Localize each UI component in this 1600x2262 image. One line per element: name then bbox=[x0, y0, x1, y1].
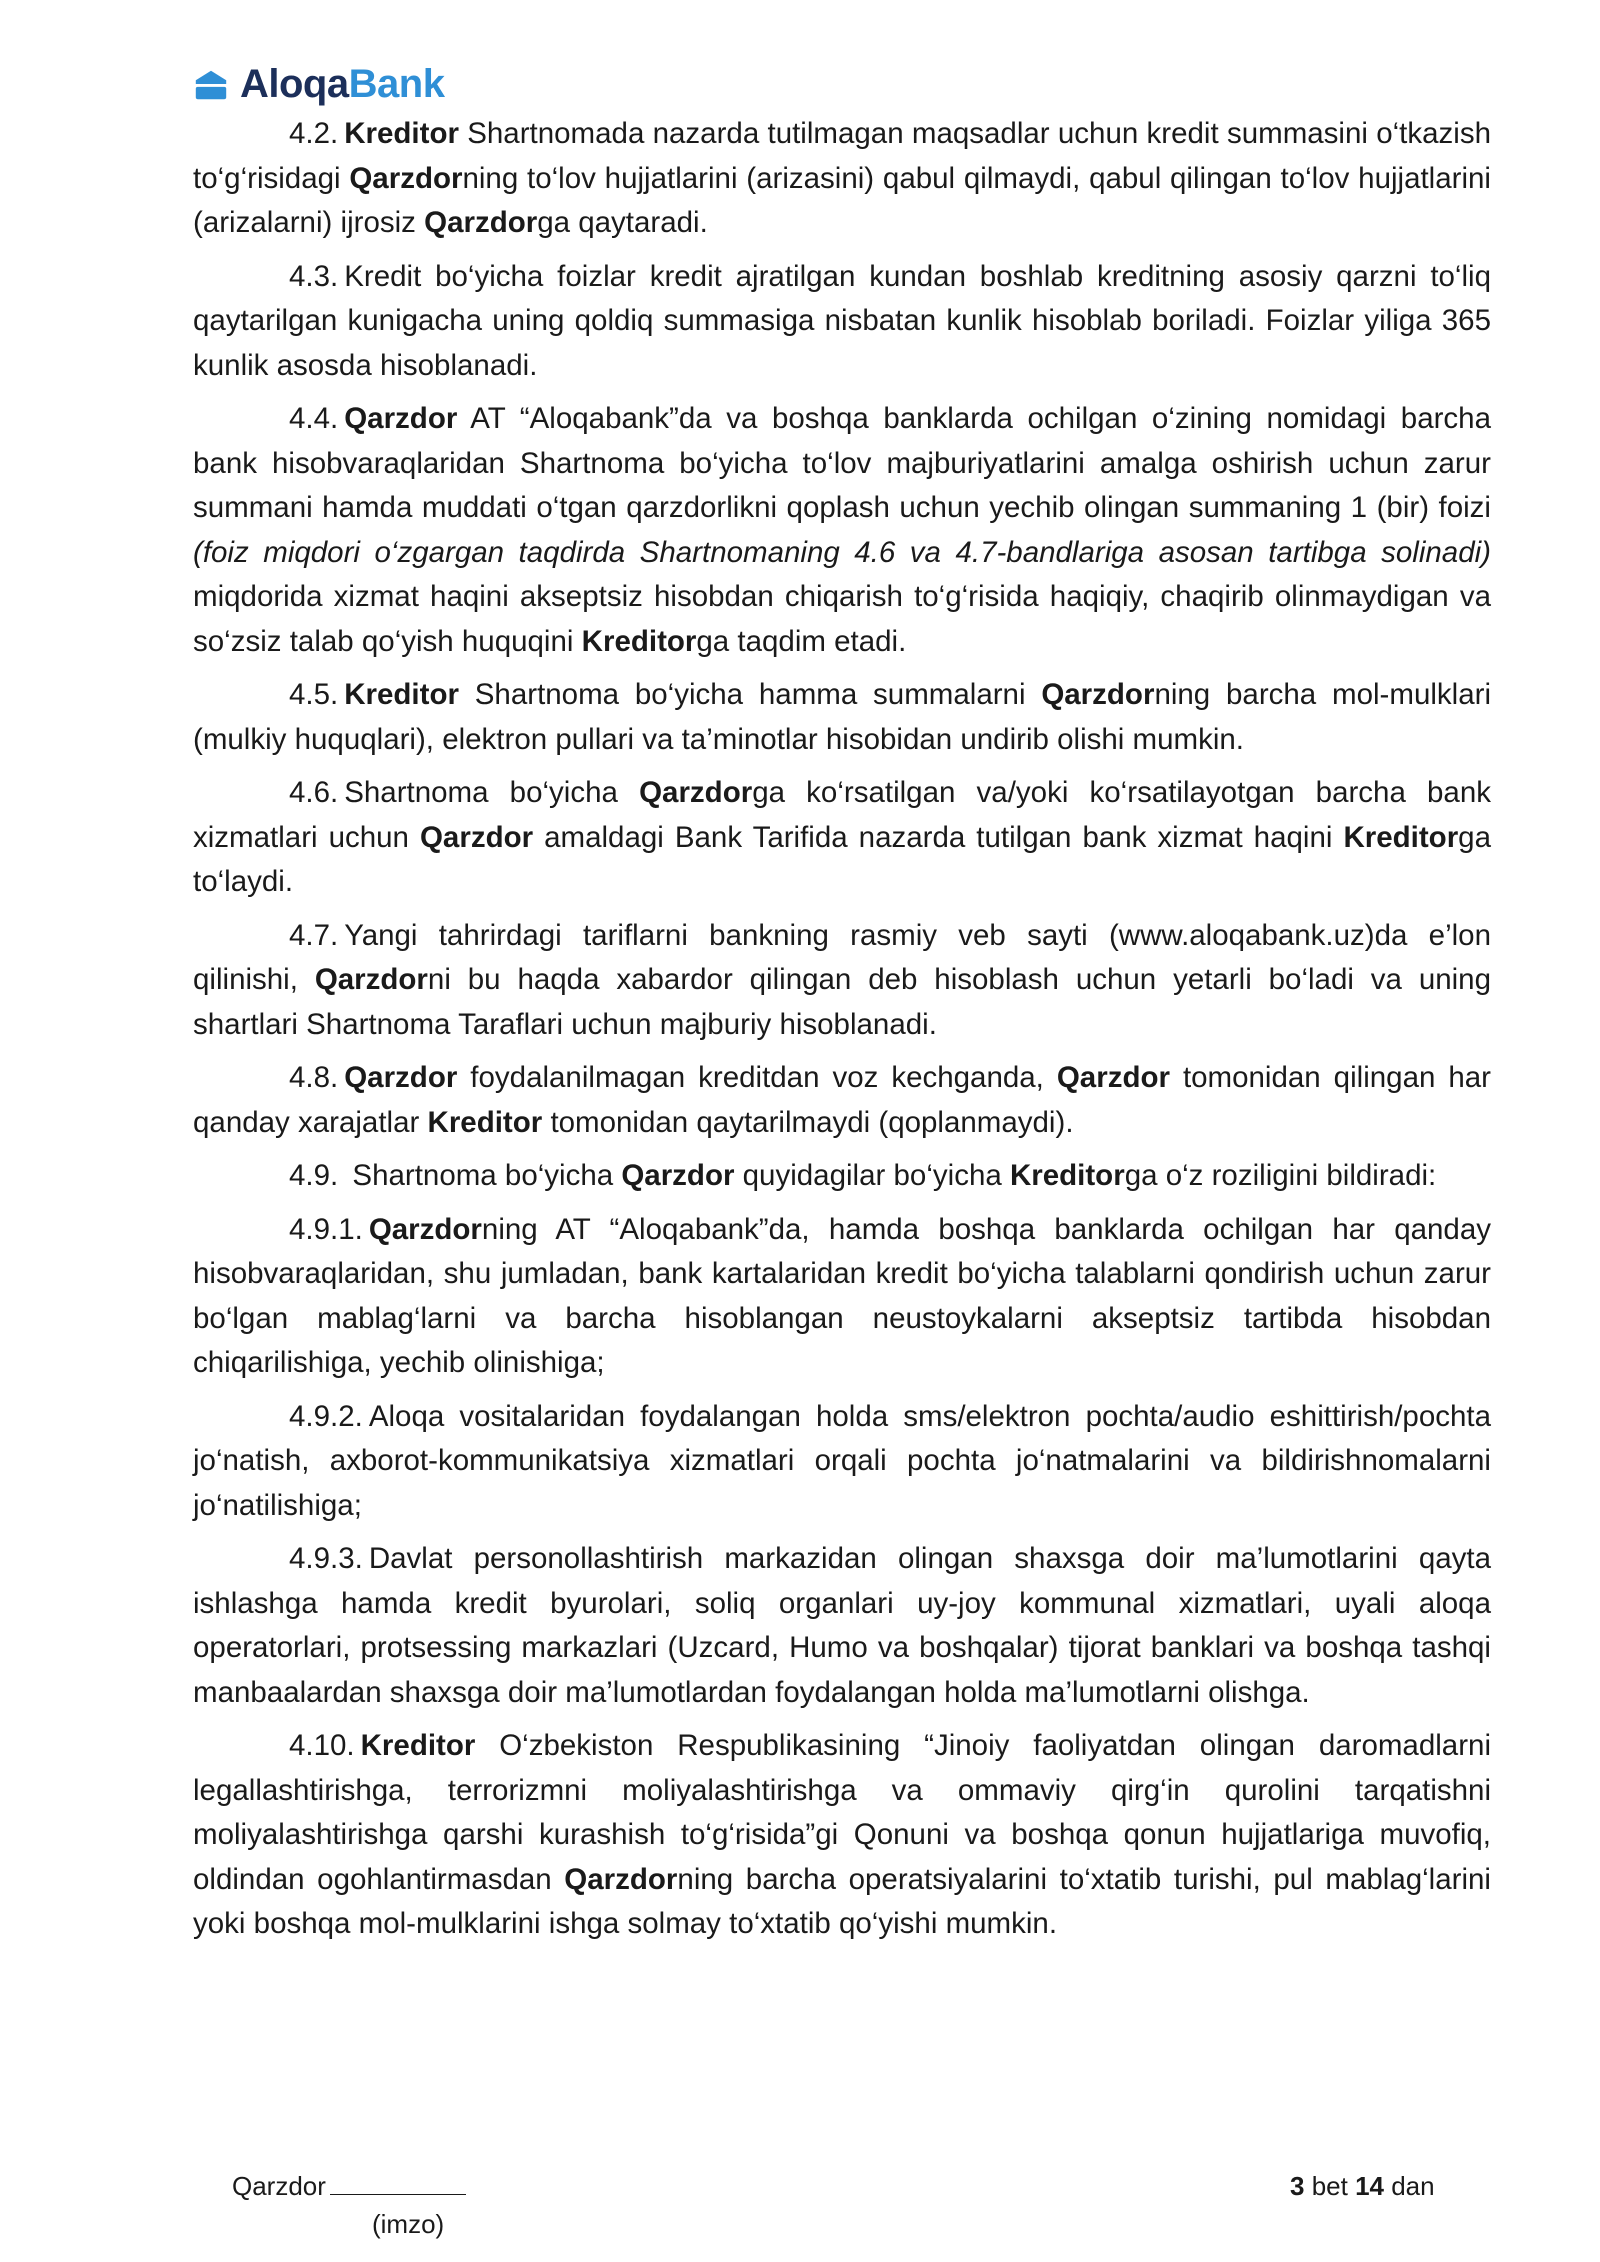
clause-text: ga o‘z roziligini bildiradi: bbox=[1124, 1159, 1437, 1192]
bold-term: Qarzdor bbox=[1041, 678, 1155, 711]
signature-caption: (imzo) bbox=[372, 2209, 445, 2239]
clause-text: Shartnoma bo‘yicha bbox=[344, 776, 640, 809]
clause-number: 4.10. bbox=[289, 1729, 355, 1762]
clause-4-6 bbox=[193, 771, 1491, 905]
bold-term: Kreditor bbox=[344, 678, 459, 711]
bold-term: Qarzdor bbox=[564, 1862, 678, 1896]
bold-term: Qarzdor bbox=[349, 161, 463, 195]
clause-text: ga to‘laydi. bbox=[193, 820, 1491, 898]
clause-text: ning barcha operatsiyalarini to‘xtatib turishi, pul mablag‘larini yoki boshqa mol-mulklarini ishga solmay to‘xtatib qo‘yishi mumkin. bbox=[193, 1862, 1491, 1940]
bold-term: Qarzdor bbox=[621, 1159, 735, 1192]
clause-text: Kredit bo‘yicha foizlar kredit ajratilgan kundan boshlab kreditning asosiy qarzni to‘liq qaytarilgan kunigacha uning qoldiq summasiga nisbatan kunlik hisoblab boriladi. Foizlar yiliga 365 kunlik asosda hisoblanadi. bbox=[193, 259, 1491, 382]
bold-term: Kreditor bbox=[344, 117, 459, 150]
page-suffix: dan bbox=[1383, 2171, 1435, 2201]
bold-term: Qarzdor bbox=[424, 206, 538, 239]
clause-text: foydalanilmagan kreditdan voz kechganda, bbox=[457, 1061, 1057, 1094]
logo-wordmark bbox=[240, 64, 444, 104]
clause-text: Shartnomada nazarda tutilmagan maqsadlar uchun kredit summasini o‘tkazish to‘g‘risidagi bbox=[193, 117, 1491, 195]
signature-block bbox=[232, 2168, 466, 2204]
clause-text: tomonidan qilingan har qanday xarajatlar bbox=[193, 1061, 1491, 1139]
clause-text: Yangi tahrirdagi tariflarni bankning rasmiy veb sayti (www.aloqabank.uz)da e’lon qilinishi, bbox=[193, 918, 1491, 996]
aloqabank-logo-icon bbox=[192, 65, 230, 103]
page-current: 3 bbox=[1290, 2171, 1305, 2201]
page-total: 14 bbox=[1355, 2171, 1384, 2201]
clause-4-5 bbox=[193, 673, 1491, 762]
clause-4-4 bbox=[193, 397, 1491, 664]
bold-term: Qarzdor bbox=[314, 963, 428, 996]
clause-number: 4.5. bbox=[289, 678, 339, 711]
clause-number: 4.9.3. bbox=[289, 1542, 363, 1575]
clause-text: ning to‘lov hujjatlarini (arizasini) qabul qilmaydi, qabul qilingan to‘lov hujjatlarini (arizalarni) ijrosiz bbox=[193, 161, 1491, 239]
clause-text: ni bu haqda xabardor qilingan deb hisoblash uchun yetarli bo‘ladi va uning shartlari Shartnoma Taraflari uchun majburiy hisoblanadi. bbox=[193, 963, 1491, 1041]
bold-term: Kreditor bbox=[1343, 820, 1459, 854]
bold-term: Qarzdor bbox=[368, 1212, 482, 1246]
clause-number: 4.4. bbox=[289, 402, 339, 435]
clause-text: miqdorida xizmat haqini akseptsiz hisobdan chiqarish to‘g‘risida haqiqiy, chaqirib olinmaydigan va so‘zsiz talab qo‘yish huquqini bbox=[193, 580, 1491, 658]
clause-4-10 bbox=[193, 1724, 1491, 1947]
borrower-label: Qarzdor bbox=[232, 2171, 326, 2201]
clause-4-9 bbox=[193, 1154, 1491, 1199]
clause-text: Davlat personollashtirish markazidan olingan shaxsga doir ma’lumotlarini qayta ishlashga hamda kredit byurolari, soliq organlari uy-joy kommunal xizmatlari, uyali aloqa operatorlari, protsessing markazlari (Uzcard, Humo va boshqalar) tijorat banklari va boshqa tashqi manbaalardan shaxsga doir ma’lumotlardan foydalangan holda ma’lumotlarni olishga. bbox=[193, 1542, 1491, 1709]
clause-text: quyidagilar bo‘yicha bbox=[734, 1159, 1010, 1192]
document-body bbox=[193, 112, 1491, 1956]
signature-line bbox=[330, 2170, 466, 2195]
clause-number: 4.2. bbox=[289, 117, 339, 150]
clause-text: O‘zbekiston Respublikasining “Jinoiy faoliyatdan olingan daromadlarni legallashtirishga, terrorizmni moliyalashtirishga va ommaviy qirg‘in qurolini tarqatishni moliyalashtirishga qarshi kurashish to‘g‘risida”gi Qonuni va boshqa qonun hujjatlariga muvofiq, oldindan ogohlantirmasdan bbox=[193, 1729, 1491, 1896]
bold-term: Qarzdor bbox=[419, 820, 534, 854]
clause-4-2 bbox=[193, 112, 1491, 246]
clause-text: AT “Aloqabank”da va boshqa banklarda ochilgan o‘zining nomidagi barcha bank hisobvaraqlaridan Shartnoma bo‘yicha to‘lov majburiyatlarini amalga oshirish uchun zarur summani hamda muddati o‘tgan qarzdorlikni qoplash uchun yechib olingan summaning 1 (bir) foizi bbox=[193, 402, 1491, 524]
aloqabank-logo bbox=[192, 60, 444, 108]
clause-4-3 bbox=[193, 255, 1491, 389]
clause-text: Shartnoma bo‘yicha hamma summalarni bbox=[458, 678, 1042, 711]
page-word: bet bbox=[1304, 2171, 1356, 2201]
bold-term: Kreditor bbox=[581, 624, 697, 658]
clause-4-8 bbox=[193, 1056, 1491, 1145]
clause-text: ga qaytaradi. bbox=[537, 206, 708, 239]
clause-text: ga ko‘rsatilgan va/yoki ko‘rsatilayotgan barcha bank xizmatlari uchun bbox=[193, 776, 1491, 854]
clause-number: 4.9.1. bbox=[289, 1212, 363, 1246]
clause-4-9-2 bbox=[193, 1395, 1491, 1529]
clause-text: ning AT “Aloqabank”da, hamda boshqa banklarda ochilgan har qanday hisobvaraqlaridan, shu jumladan, bank kartalaridan kredit bo‘yicha talablarni qondirish uchun zarur bo‘lgan mablag‘larni va barcha hisoblangan neustoykalarni akseptsiz tartibda hisobdan chiqarilishiga, yechib olinishiga; bbox=[193, 1212, 1491, 1379]
bold-term: Qarzdor bbox=[1056, 1061, 1170, 1094]
clause-text: Aloqa vositalaridan foydalangan holda sms/elektron pochta/audio eshittirish/pochta jo‘natish, axborot-kommunikatsiya xizmatlari orqali pochta jo‘natmalarini va bildirishnomalarni jo‘natilishiga; bbox=[193, 1399, 1491, 1522]
bold-term: Qarzdor bbox=[344, 1061, 458, 1094]
clause-number: 4.6. bbox=[289, 776, 339, 809]
italic-note: (foiz miqdori o‘zgargan taqdirda Shartnomaning 4.6 va 4.7-bandlariga asosan tartibga solinadi) bbox=[193, 535, 1491, 569]
clause-text: Shartnoma bo‘yicha bbox=[344, 1159, 622, 1192]
clause-number: 4.9.2. bbox=[289, 1399, 363, 1433]
clause-text: amaldagi Bank Tarifida nazarda tutilgan bank xizmat haqini bbox=[533, 820, 1344, 854]
clause-number: 4.3. bbox=[289, 259, 339, 293]
clause-number: 4.8. bbox=[289, 1061, 339, 1094]
logo-aloqa-text: Aloqa bbox=[240, 62, 349, 106]
clause-text: tomonidan qaytarilmaydi (qoplanmaydi). bbox=[542, 1105, 1074, 1139]
logo-bank-text: Bank bbox=[348, 62, 445, 106]
clause-number: 4.9. bbox=[289, 1159, 339, 1192]
bold-term: Kreditor bbox=[427, 1105, 543, 1139]
bold-term: Kreditor bbox=[1009, 1159, 1125, 1192]
clause-text: ga taqdim etadi. bbox=[696, 624, 907, 658]
clause-4-7 bbox=[193, 914, 1491, 1048]
bold-term: Qarzdor bbox=[344, 402, 458, 435]
clause-number: 4.7. bbox=[289, 918, 339, 952]
clause-text: ning barcha mol-mulklari (mulkiy huquqlari), elektron pullari va ta’minotlar hisobidan undirib olishi mumkin. bbox=[193, 678, 1491, 756]
bold-term: Qarzdor bbox=[639, 776, 753, 809]
clause-4-9-3 bbox=[193, 1537, 1491, 1715]
bold-term: Kreditor bbox=[360, 1729, 476, 1762]
page-counter bbox=[1290, 2168, 1435, 2204]
clause-4-9-1 bbox=[193, 1208, 1491, 1386]
